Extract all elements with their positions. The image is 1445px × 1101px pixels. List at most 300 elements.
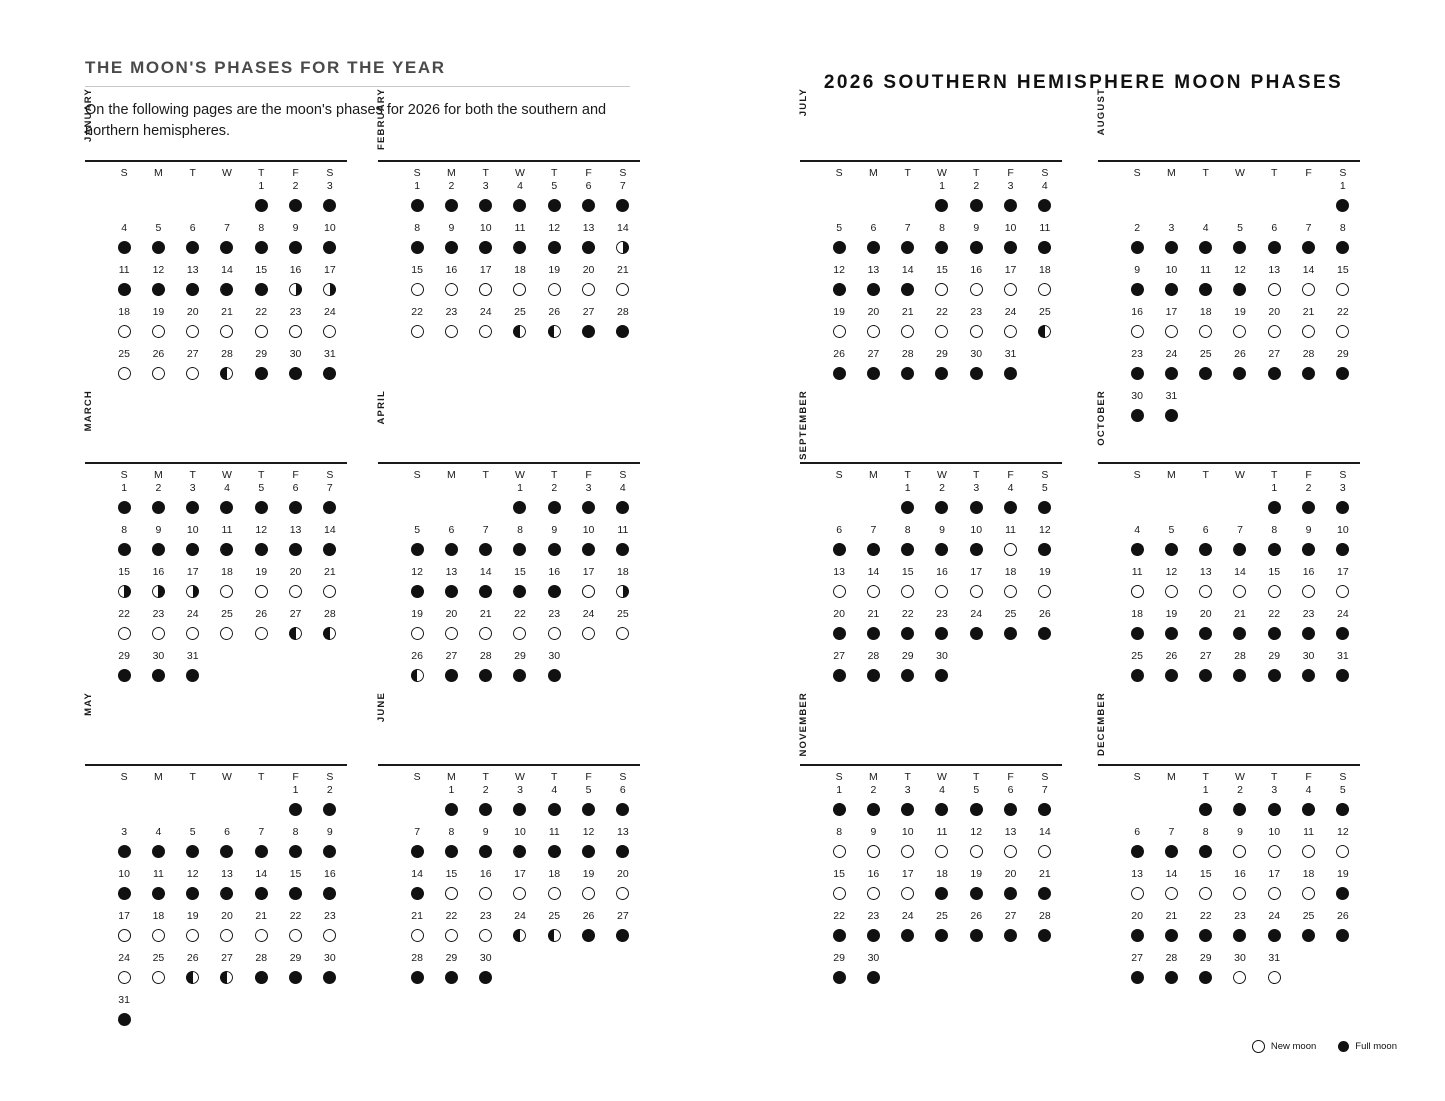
day-number: 12 bbox=[1165, 566, 1178, 578]
moon-phase-cell bbox=[1189, 621, 1223, 645]
day-cell bbox=[176, 264, 210, 306]
moon-phase-cell bbox=[1291, 663, 1325, 687]
day-cell bbox=[400, 910, 434, 952]
moon-phase-cell bbox=[313, 319, 347, 343]
new-moon-icon bbox=[289, 325, 302, 338]
day-cell bbox=[571, 868, 605, 910]
day-number: 3 bbox=[1168, 222, 1175, 234]
day-number: 9 bbox=[326, 826, 333, 838]
waxing-crescent-icon bbox=[445, 325, 458, 338]
moon-phase-cell bbox=[571, 881, 605, 905]
moon-phase-cell bbox=[822, 235, 856, 259]
week-row bbox=[107, 650, 347, 692]
full-moon-icon bbox=[445, 803, 458, 816]
day-number: 26 bbox=[255, 608, 268, 620]
week-row bbox=[107, 868, 347, 910]
moon-phase-cell bbox=[1291, 839, 1325, 863]
day-number: 19 bbox=[1165, 608, 1178, 620]
day-cell bbox=[141, 524, 175, 566]
day-cell bbox=[1257, 306, 1291, 348]
day-cell bbox=[1326, 306, 1360, 348]
waxing-gibbous-icon bbox=[152, 669, 165, 682]
day-cell bbox=[400, 222, 434, 264]
empty-day-cell bbox=[571, 952, 605, 994]
day-number: 29 bbox=[1199, 952, 1212, 964]
day-cell bbox=[244, 868, 278, 910]
weekday-header: S bbox=[326, 771, 334, 783]
day-cell bbox=[400, 264, 434, 306]
day-cell bbox=[891, 910, 925, 952]
empty-day-cell bbox=[210, 994, 244, 1036]
day-number: 6 bbox=[585, 180, 592, 192]
day-number: 11 bbox=[936, 826, 948, 838]
waning-crescent-icon bbox=[255, 929, 268, 942]
moon-phase-cell bbox=[606, 579, 640, 603]
moon-phase-cell bbox=[606, 537, 640, 561]
moon-phase-cell bbox=[1291, 319, 1325, 343]
day-cell bbox=[278, 952, 312, 994]
day-number: 21 bbox=[324, 566, 336, 578]
week-row bbox=[822, 524, 1062, 566]
moon-phase-cell bbox=[107, 277, 141, 301]
day-number: 21 bbox=[617, 264, 629, 276]
moon-phase-cell bbox=[822, 923, 856, 947]
day-number: 19 bbox=[970, 868, 983, 880]
day-cell bbox=[1120, 306, 1154, 348]
waning-crescent-icon bbox=[186, 325, 199, 338]
weekday-header: W bbox=[937, 771, 947, 783]
day-cell bbox=[959, 784, 993, 826]
day-cell bbox=[1326, 264, 1360, 306]
day-cell bbox=[1028, 306, 1062, 348]
day-number: 11 bbox=[1039, 222, 1051, 234]
weekday-header: T bbox=[189, 771, 196, 783]
weekday-header: T bbox=[904, 771, 911, 783]
weekday-header: F bbox=[292, 771, 299, 783]
day-cell bbox=[1326, 348, 1360, 390]
full-moon-icon bbox=[548, 199, 561, 212]
empty-day-cell bbox=[244, 994, 278, 1036]
moon-phase-cell bbox=[1120, 663, 1154, 687]
day-cell bbox=[176, 826, 210, 868]
day-cell bbox=[1223, 868, 1257, 910]
week-row bbox=[822, 180, 1062, 222]
moon-phase-cell bbox=[503, 495, 537, 519]
day-number: 29 bbox=[1337, 348, 1349, 360]
moon-phase-cell bbox=[210, 235, 244, 259]
day-number: 8 bbox=[517, 524, 523, 536]
empty-day-cell bbox=[891, 952, 925, 994]
weekday-header: S bbox=[120, 771, 128, 783]
full-moon-icon bbox=[118, 845, 131, 858]
moon-phase-cell bbox=[606, 319, 640, 343]
waning-crescent-icon bbox=[445, 627, 458, 640]
moon-phase-cell bbox=[313, 579, 347, 603]
weekday-header: M bbox=[1167, 469, 1176, 481]
day-cell bbox=[313, 952, 347, 994]
empty-day-cell bbox=[141, 180, 175, 222]
moon-phase-cell bbox=[176, 663, 210, 687]
day-number: 21 bbox=[479, 608, 492, 620]
waning-crescent-icon bbox=[1004, 845, 1017, 858]
full-moon-icon bbox=[1004, 199, 1017, 212]
day-cell bbox=[1120, 524, 1154, 566]
calendar-grid bbox=[1120, 768, 1360, 994]
new-moon-icon bbox=[1004, 543, 1017, 556]
month-divider bbox=[85, 764, 347, 766]
day-cell bbox=[278, 524, 312, 566]
full-moon-icon bbox=[1302, 669, 1315, 682]
waxing-crescent-icon bbox=[1004, 325, 1017, 338]
calendar-grid bbox=[822, 768, 1062, 994]
moon-phase-cell bbox=[1120, 403, 1154, 427]
month-label: FEBRUARY bbox=[376, 88, 387, 151]
weekday-header: T bbox=[1271, 771, 1278, 783]
moon-phase-cell bbox=[1154, 839, 1188, 863]
full-moon-icon bbox=[479, 199, 492, 212]
moon-phase-cell bbox=[959, 797, 993, 821]
moon-phase-cell bbox=[891, 537, 925, 561]
day-cell bbox=[1189, 608, 1223, 650]
day-number: 23 bbox=[289, 306, 302, 318]
moon-phase-cell bbox=[537, 495, 571, 519]
day-cell bbox=[1257, 952, 1291, 994]
waning-crescent-icon bbox=[513, 887, 526, 900]
day-cell bbox=[210, 910, 244, 952]
day-cell bbox=[925, 910, 959, 952]
weekday-header: M bbox=[154, 469, 163, 481]
day-cell bbox=[891, 650, 925, 692]
day-number: 20 bbox=[221, 910, 233, 922]
day-cell bbox=[176, 650, 210, 692]
full-moon-icon bbox=[1336, 367, 1349, 380]
full-moon-icon bbox=[1199, 929, 1212, 942]
month-label: OCTOBER bbox=[1096, 390, 1107, 446]
weekday-header: S bbox=[120, 469, 128, 481]
waning-crescent-icon bbox=[1302, 585, 1315, 598]
day-number: 4 bbox=[155, 826, 162, 838]
day-number: 27 bbox=[1199, 650, 1212, 662]
day-cell bbox=[1189, 264, 1223, 306]
day-number: 6 bbox=[224, 826, 230, 838]
day-cell bbox=[856, 784, 890, 826]
day-number: 15 bbox=[1199, 868, 1212, 880]
week-row bbox=[1120, 348, 1360, 390]
day-number: 23 bbox=[152, 608, 165, 620]
day-cell bbox=[856, 826, 890, 868]
waning-crescent-icon bbox=[901, 585, 914, 598]
day-cell bbox=[537, 482, 571, 524]
week-row bbox=[1120, 222, 1360, 264]
month-divider bbox=[378, 160, 640, 162]
day-cell bbox=[856, 222, 890, 264]
day-cell bbox=[400, 180, 434, 222]
moon-phase-cell bbox=[856, 319, 890, 343]
moon-phase-cell bbox=[606, 797, 640, 821]
waning-gibbous-icon bbox=[1131, 845, 1144, 858]
day-number: 19 bbox=[833, 306, 845, 318]
full-moon-icon bbox=[548, 543, 561, 556]
empty-day-cell bbox=[606, 650, 640, 692]
full-moon-icon bbox=[1233, 241, 1246, 254]
moon-phase-cell bbox=[1028, 537, 1062, 561]
day-number: 6 bbox=[870, 222, 877, 234]
waning-crescent-icon bbox=[411, 627, 424, 640]
moon-phase-cell bbox=[891, 319, 925, 343]
last-quarter-icon bbox=[152, 585, 165, 598]
waxing-crescent-icon bbox=[1233, 325, 1246, 338]
waning-gibbous-icon bbox=[479, 585, 492, 598]
empty-day-cell bbox=[1028, 650, 1062, 692]
day-number: 6 bbox=[1202, 524, 1209, 536]
full-moon-icon bbox=[255, 845, 268, 858]
full-moon-icon bbox=[445, 199, 458, 212]
weekday-header: F bbox=[1305, 469, 1312, 481]
moon-phase-cell bbox=[107, 235, 141, 259]
moon-phase-cell bbox=[1189, 663, 1223, 687]
week-row bbox=[822, 826, 1062, 868]
full-moon-icon bbox=[548, 669, 561, 682]
day-number: 23 bbox=[324, 910, 336, 922]
day-number: 23 bbox=[867, 910, 880, 922]
full-moon-icon bbox=[513, 199, 526, 212]
day-cell bbox=[141, 826, 175, 868]
day-number: 18 bbox=[118, 306, 130, 318]
day-number: 1 bbox=[448, 784, 455, 796]
day-cell bbox=[1189, 650, 1223, 692]
week-row bbox=[107, 482, 347, 524]
day-cell bbox=[503, 306, 537, 348]
waxing-crescent-icon bbox=[118, 971, 131, 984]
day-cell bbox=[925, 784, 959, 826]
day-cell bbox=[434, 180, 468, 222]
day-number: 14 bbox=[411, 868, 423, 880]
waning-gibbous-icon bbox=[1165, 283, 1178, 296]
day-number: 28 bbox=[1165, 952, 1178, 964]
week-row bbox=[822, 650, 1062, 692]
day-number: 29 bbox=[901, 650, 914, 662]
moon-phase-cell bbox=[503, 537, 537, 561]
day-cell bbox=[278, 482, 312, 524]
day-cell bbox=[278, 566, 312, 608]
day-number: 16 bbox=[289, 264, 302, 276]
day-number: 6 bbox=[189, 222, 196, 234]
day-number: 21 bbox=[1039, 868, 1051, 880]
waning-gibbous-icon bbox=[548, 585, 561, 598]
day-cell bbox=[856, 264, 890, 306]
day-cell bbox=[107, 608, 141, 650]
waning-gibbous-icon bbox=[616, 845, 629, 858]
weekday-header: T bbox=[1202, 771, 1209, 783]
moon-phase-cell bbox=[993, 537, 1027, 561]
day-cell bbox=[400, 608, 434, 650]
moon-phase-cell bbox=[959, 193, 993, 217]
new-moon-icon bbox=[867, 845, 880, 858]
day-cell bbox=[1257, 566, 1291, 608]
day-cell bbox=[1326, 650, 1360, 692]
waning-gibbous-icon bbox=[289, 241, 302, 254]
day-number: 18 bbox=[548, 868, 561, 880]
day-cell bbox=[434, 868, 468, 910]
day-number: 19 bbox=[152, 306, 165, 318]
waning-gibbous-icon bbox=[513, 585, 526, 598]
day-cell bbox=[1189, 784, 1223, 826]
day-number: 9 bbox=[1134, 264, 1141, 276]
waning-gibbous-icon bbox=[152, 283, 165, 296]
full-moon-icon bbox=[833, 929, 846, 942]
waning-crescent-icon bbox=[479, 627, 492, 640]
moon-phase-cell bbox=[1223, 923, 1257, 947]
empty-day-cell bbox=[1154, 784, 1188, 826]
moon-phase-cell bbox=[925, 621, 959, 645]
weekday-header: T bbox=[551, 167, 558, 179]
day-cell bbox=[925, 222, 959, 264]
day-cell bbox=[822, 608, 856, 650]
weekday-header: W bbox=[222, 469, 232, 481]
moon-phase-cell bbox=[1189, 277, 1223, 301]
weekday-header: T bbox=[973, 771, 980, 783]
weekday-header: M bbox=[154, 167, 163, 179]
moon-phase-cell bbox=[822, 277, 856, 301]
day-cell bbox=[503, 910, 537, 952]
waning-gibbous-icon bbox=[901, 803, 914, 816]
moon-phase-cell bbox=[1326, 235, 1360, 259]
day-cell bbox=[1189, 348, 1223, 390]
full-moon-icon bbox=[411, 543, 424, 556]
moon-phase-cell bbox=[856, 579, 890, 603]
moon-phase-cell bbox=[244, 495, 278, 519]
new-moon-icon bbox=[445, 887, 458, 900]
moon-phase-cell bbox=[959, 495, 993, 519]
week-row bbox=[822, 868, 1062, 910]
last-quarter-icon bbox=[323, 283, 336, 296]
day-cell bbox=[537, 306, 571, 348]
moon-phase-cell bbox=[1291, 621, 1325, 645]
waning-gibbous-icon bbox=[445, 585, 458, 598]
waning-gibbous-icon bbox=[513, 241, 526, 254]
moon-phase-cell bbox=[1223, 663, 1257, 687]
day-cell bbox=[1257, 784, 1291, 826]
day-number: 4 bbox=[121, 222, 128, 234]
day-cell bbox=[278, 306, 312, 348]
day-number: 10 bbox=[118, 868, 130, 880]
waxing-crescent-icon bbox=[901, 325, 914, 338]
moon-phase-cell bbox=[1257, 621, 1291, 645]
day-number: 1 bbox=[1202, 784, 1209, 796]
day-cell bbox=[1120, 222, 1154, 264]
new-moon-icon bbox=[255, 325, 268, 338]
full-moon-icon bbox=[1131, 929, 1144, 942]
first-quarter-icon bbox=[548, 325, 561, 338]
moon-phase-cell bbox=[434, 965, 468, 989]
last-quarter-icon bbox=[118, 585, 131, 598]
day-number: 8 bbox=[1271, 524, 1278, 536]
empty-day-cell bbox=[1120, 180, 1154, 222]
day-number: 20 bbox=[833, 608, 845, 620]
day-number: 2 bbox=[551, 482, 558, 494]
day-cell bbox=[1189, 952, 1223, 994]
waning-gibbous-icon bbox=[186, 887, 199, 900]
day-cell bbox=[313, 264, 347, 306]
moon-phase-cell bbox=[244, 881, 278, 905]
day-number: 14 bbox=[617, 222, 629, 234]
day-number: 9 bbox=[551, 524, 558, 536]
day-number: 25 bbox=[221, 608, 233, 620]
week-row bbox=[107, 952, 347, 994]
day-number: 10 bbox=[970, 524, 983, 536]
moon-phase-cell bbox=[959, 881, 993, 905]
full-moon-icon bbox=[479, 543, 492, 556]
moon-phase-cell bbox=[537, 839, 571, 863]
moon-phase-cell bbox=[141, 277, 175, 301]
day-number: 14 bbox=[1039, 826, 1051, 838]
waning-gibbous-icon bbox=[445, 241, 458, 254]
day-cell bbox=[434, 784, 468, 826]
day-number: 11 bbox=[548, 826, 560, 838]
moon-phase-cell bbox=[141, 621, 175, 645]
day-number: 27 bbox=[833, 650, 845, 662]
calendar-grid bbox=[400, 164, 640, 348]
day-cell bbox=[606, 826, 640, 868]
empty-day-cell bbox=[210, 650, 244, 692]
calendar-grid bbox=[822, 466, 1062, 692]
day-number: 30 bbox=[289, 348, 302, 360]
week-row bbox=[400, 222, 640, 264]
day-cell bbox=[400, 566, 434, 608]
moon-phase-cell bbox=[1291, 923, 1325, 947]
full-moon-icon bbox=[118, 241, 131, 254]
day-number: 10 bbox=[901, 826, 914, 838]
weekday-header: S bbox=[1133, 167, 1141, 179]
moon-phase-cell bbox=[400, 193, 434, 217]
day-number: 3 bbox=[585, 482, 592, 494]
weekday-header: T bbox=[1202, 469, 1209, 481]
weekday-header: T bbox=[973, 167, 980, 179]
full-moon-icon bbox=[152, 845, 165, 858]
moon-phase-cell bbox=[210, 579, 244, 603]
moon-phase-cell bbox=[400, 839, 434, 863]
full-moon-icon bbox=[323, 845, 336, 858]
moon-phase-cell bbox=[141, 537, 175, 561]
full-moon-icon bbox=[1233, 669, 1246, 682]
waning-gibbous-icon bbox=[867, 803, 880, 816]
waning-gibbous-icon bbox=[1199, 543, 1212, 556]
waxing-crescent-icon bbox=[935, 325, 948, 338]
waning-crescent-icon bbox=[220, 929, 233, 942]
day-number: 25 bbox=[1199, 348, 1212, 360]
day-number: 28 bbox=[255, 952, 268, 964]
day-cell bbox=[1154, 608, 1188, 650]
full-moon-icon bbox=[513, 543, 526, 556]
day-number: 22 bbox=[255, 306, 268, 318]
moon-phase-cell bbox=[1120, 537, 1154, 561]
day-number: 24 bbox=[324, 306, 336, 318]
waning-crescent-icon bbox=[1199, 887, 1212, 900]
day-cell bbox=[313, 524, 347, 566]
week-row bbox=[1120, 868, 1360, 910]
full-moon-icon bbox=[479, 803, 492, 816]
day-cell bbox=[993, 826, 1027, 868]
day-number: 11 bbox=[152, 868, 164, 880]
day-cell bbox=[1120, 264, 1154, 306]
day-cell bbox=[469, 222, 503, 264]
day-cell bbox=[822, 952, 856, 994]
last-quarter-icon bbox=[616, 585, 629, 598]
new-moon-icon bbox=[479, 283, 492, 296]
moon-phase-cell bbox=[925, 319, 959, 343]
day-number: 30 bbox=[1131, 390, 1143, 402]
full-moon-icon bbox=[445, 543, 458, 556]
